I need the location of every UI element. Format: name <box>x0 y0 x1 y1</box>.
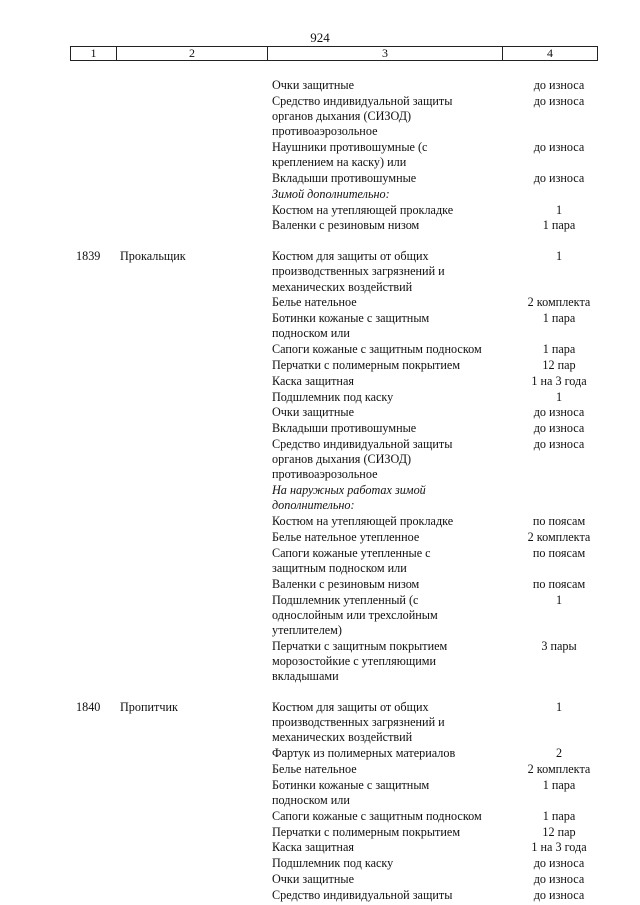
ppe-item-line: Подшлемник под каску <box>272 856 394 871</box>
norm-quantity: до износа <box>533 421 585 436</box>
ppe-item-line: Средство индивидуальной защиты <box>272 93 453 108</box>
norm-quantity: 2 комплекта <box>527 762 591 776</box>
ppe-item <box>272 405 512 420</box>
ppe-item-line: Валенки с резиновым низом <box>272 576 420 591</box>
norm-quantity: 1 на 3 года <box>531 840 587 855</box>
ppe-item <box>272 577 512 592</box>
ppe-item-line: Фартук из полимерных материалов <box>272 746 456 761</box>
ppe-item-line: Белье нательное <box>272 295 357 310</box>
ppe-item-line: Белье нательное утепленное <box>272 530 420 544</box>
ppe-item-line: Сапоги кожаные с защитным подноском <box>272 342 482 357</box>
norm-quantity: 1 пара <box>542 342 576 357</box>
ppe-item <box>272 437 512 483</box>
ppe-item <box>272 390 512 405</box>
norm-quantity: 12 пар <box>542 824 576 839</box>
ppe-item <box>272 203 512 218</box>
ppe-item-line: механических воздействий <box>272 279 413 294</box>
ppe-item-line: противоаэрозольное <box>272 124 378 139</box>
norm-quantity: до износа <box>533 872 585 886</box>
ppe-item-line: Подшлемник под каску <box>272 389 394 404</box>
ppe-item-line: Перчатки с полимерным покрытием <box>272 358 461 372</box>
norm-quantity: 3 пары <box>541 638 577 653</box>
header-col-2: 2 <box>117 47 268 60</box>
ppe-item <box>272 249 512 295</box>
ppe-item-line: Подшлемник утепленный (с <box>272 592 419 607</box>
ppe-item-line: Каска защитная <box>272 373 354 388</box>
ppe-item <box>272 888 512 903</box>
ppe-item-line: дополнительно: <box>272 498 355 513</box>
ppe-item-line: Ботинки кожаные с защитным <box>272 311 430 326</box>
ppe-item-line: Каска защитная <box>272 840 354 855</box>
ppe-item-line: морозостойкие с утепляющими <box>272 654 436 668</box>
norm-quantity: 1 <box>555 592 563 607</box>
ppe-item-line: Очки защитные <box>272 872 354 886</box>
norm-quantity: до износа <box>533 93 585 108</box>
ppe-item-line: На наружных работах зимой <box>272 483 426 498</box>
ppe-item-line: Вкладыши противошумные <box>272 421 417 436</box>
norm-quantity: 1 <box>555 249 563 264</box>
norm-quantity: до износа <box>533 140 585 154</box>
ppe-item-line: Средство индивидуальной защиты <box>272 887 453 902</box>
norm-quantity: 2 комплекта <box>527 295 591 310</box>
header-col-4: 4 <box>547 46 553 60</box>
norm-quantity: по поясам <box>532 576 586 591</box>
ppe-item-line: Перчатки с защитным покрытием <box>272 638 448 653</box>
norm-quantity: 2 комплекта <box>527 530 591 544</box>
ppe-item-line: Очки защитные <box>272 405 354 420</box>
ppe-item <box>272 778 512 808</box>
norm-quantity: 1 <box>555 389 563 404</box>
ppe-item-line: противоаэрозольное <box>272 467 378 482</box>
ppe-item <box>272 809 512 824</box>
norm-quantity: до износа <box>533 856 585 871</box>
ppe-item <box>272 530 512 545</box>
row-number: 1839 <box>76 249 101 264</box>
ppe-item-line: производственных загрязнений и <box>272 264 445 279</box>
ppe-item-line: вкладышами <box>272 669 339 684</box>
ppe-item <box>272 840 512 855</box>
norm-quantity: 1 пара <box>542 808 576 823</box>
section-note <box>272 483 512 513</box>
profession-name: Прокальщик <box>120 249 186 264</box>
norm-quantity: 1 пара <box>542 311 576 326</box>
ppe-item-line: производственных загрязнений и <box>272 715 445 730</box>
ppe-item-line: Костюм на утепляющей прокладке <box>272 514 454 529</box>
profession-name: Пропитчик <box>120 700 178 714</box>
norm-quantity: по поясам <box>532 514 586 529</box>
ppe-item-line: Сапоги кожаные утепленные с <box>272 545 431 560</box>
ppe-item <box>272 762 512 777</box>
section-note <box>272 187 512 202</box>
ppe-item-line: креплением на каску) или <box>272 155 407 170</box>
ppe-item <box>272 514 512 529</box>
norm-quantity: по поясам <box>532 545 586 560</box>
ppe-item-line: Костюм для защиты от общих <box>272 700 429 714</box>
page-number: 924 <box>310 30 330 45</box>
ppe-item-line: Сапоги кожаные с защитным подноском <box>272 808 482 823</box>
ppe-item-line: органов дыхания (СИЗОД) <box>272 109 412 123</box>
header-col-1: 1 <box>71 47 117 60</box>
ppe-item-line: утеплителем) <box>272 623 342 637</box>
ppe-item <box>272 746 512 761</box>
norm-quantity: до износа <box>533 78 585 92</box>
ppe-item-line: однослойным или трехслойным <box>272 607 438 622</box>
norm-quantity: 1 пара <box>542 218 576 233</box>
ppe-item-line: Костюм на утепляющей прокладке <box>272 202 454 217</box>
ppe-item-line: Валенки с резиновым низом <box>272 218 420 233</box>
ppe-item <box>272 94 512 140</box>
ppe-item <box>272 639 512 685</box>
ppe-item-line: механических воздействий <box>272 730 413 745</box>
ppe-item-line: защитным подноском или <box>272 561 407 575</box>
ppe-item-line: органов дыхания (СИЗОД) <box>272 452 412 467</box>
ppe-item-line: Зимой дополнительно: <box>272 186 390 201</box>
ppe-item <box>272 856 512 871</box>
ppe-item <box>272 295 512 310</box>
ppe-item-line: Очки защитные <box>272 78 354 92</box>
ppe-item-line: Средство индивидуальной защиты <box>272 437 453 451</box>
norm-quantity: 2 <box>555 746 563 761</box>
ppe-item <box>272 546 512 576</box>
norm-quantity: до износа <box>533 405 585 420</box>
header-col-3: 3 <box>268 47 503 60</box>
ppe-item <box>272 374 512 389</box>
ppe-item-line: подноском или <box>272 326 350 341</box>
norm-quantity: до износа <box>533 171 585 185</box>
ppe-item-line: Ботинки кожаные с защитным <box>272 777 430 792</box>
ppe-item-line: подноском или <box>272 793 350 807</box>
ppe-item <box>272 358 512 373</box>
row-number: 1840 <box>76 700 101 714</box>
norm-quantity: 1 <box>555 700 563 714</box>
ppe-item <box>272 171 512 186</box>
ppe-item <box>272 421 512 436</box>
ppe-item-line: Вкладыши противошумные <box>272 171 417 185</box>
ppe-item <box>272 311 512 341</box>
ppe-item-line: Наушники противошумные (с <box>272 140 428 154</box>
ppe-item <box>272 78 512 93</box>
norm-quantity: до износа <box>533 887 585 902</box>
ppe-item-line: Перчатки с полимерным покрытием <box>272 824 461 839</box>
ppe-item <box>272 593 512 639</box>
ppe-item <box>272 825 512 840</box>
norm-quantity: 12 пар <box>542 358 576 372</box>
ppe-item <box>272 218 512 233</box>
norm-quantity: 1 на 3 года <box>531 373 587 388</box>
ppe-item-line: Белье нательное <box>272 762 357 776</box>
ppe-item <box>272 140 512 170</box>
ppe-item <box>272 872 512 887</box>
norm-quantity: 1 <box>555 202 563 217</box>
norm-quantity: 1 пара <box>542 777 576 792</box>
ppe-item-line: Костюм для защиты от общих <box>272 249 429 264</box>
norm-quantity: до износа <box>533 437 585 451</box>
ppe-item <box>272 342 512 357</box>
ppe-item <box>272 700 512 746</box>
